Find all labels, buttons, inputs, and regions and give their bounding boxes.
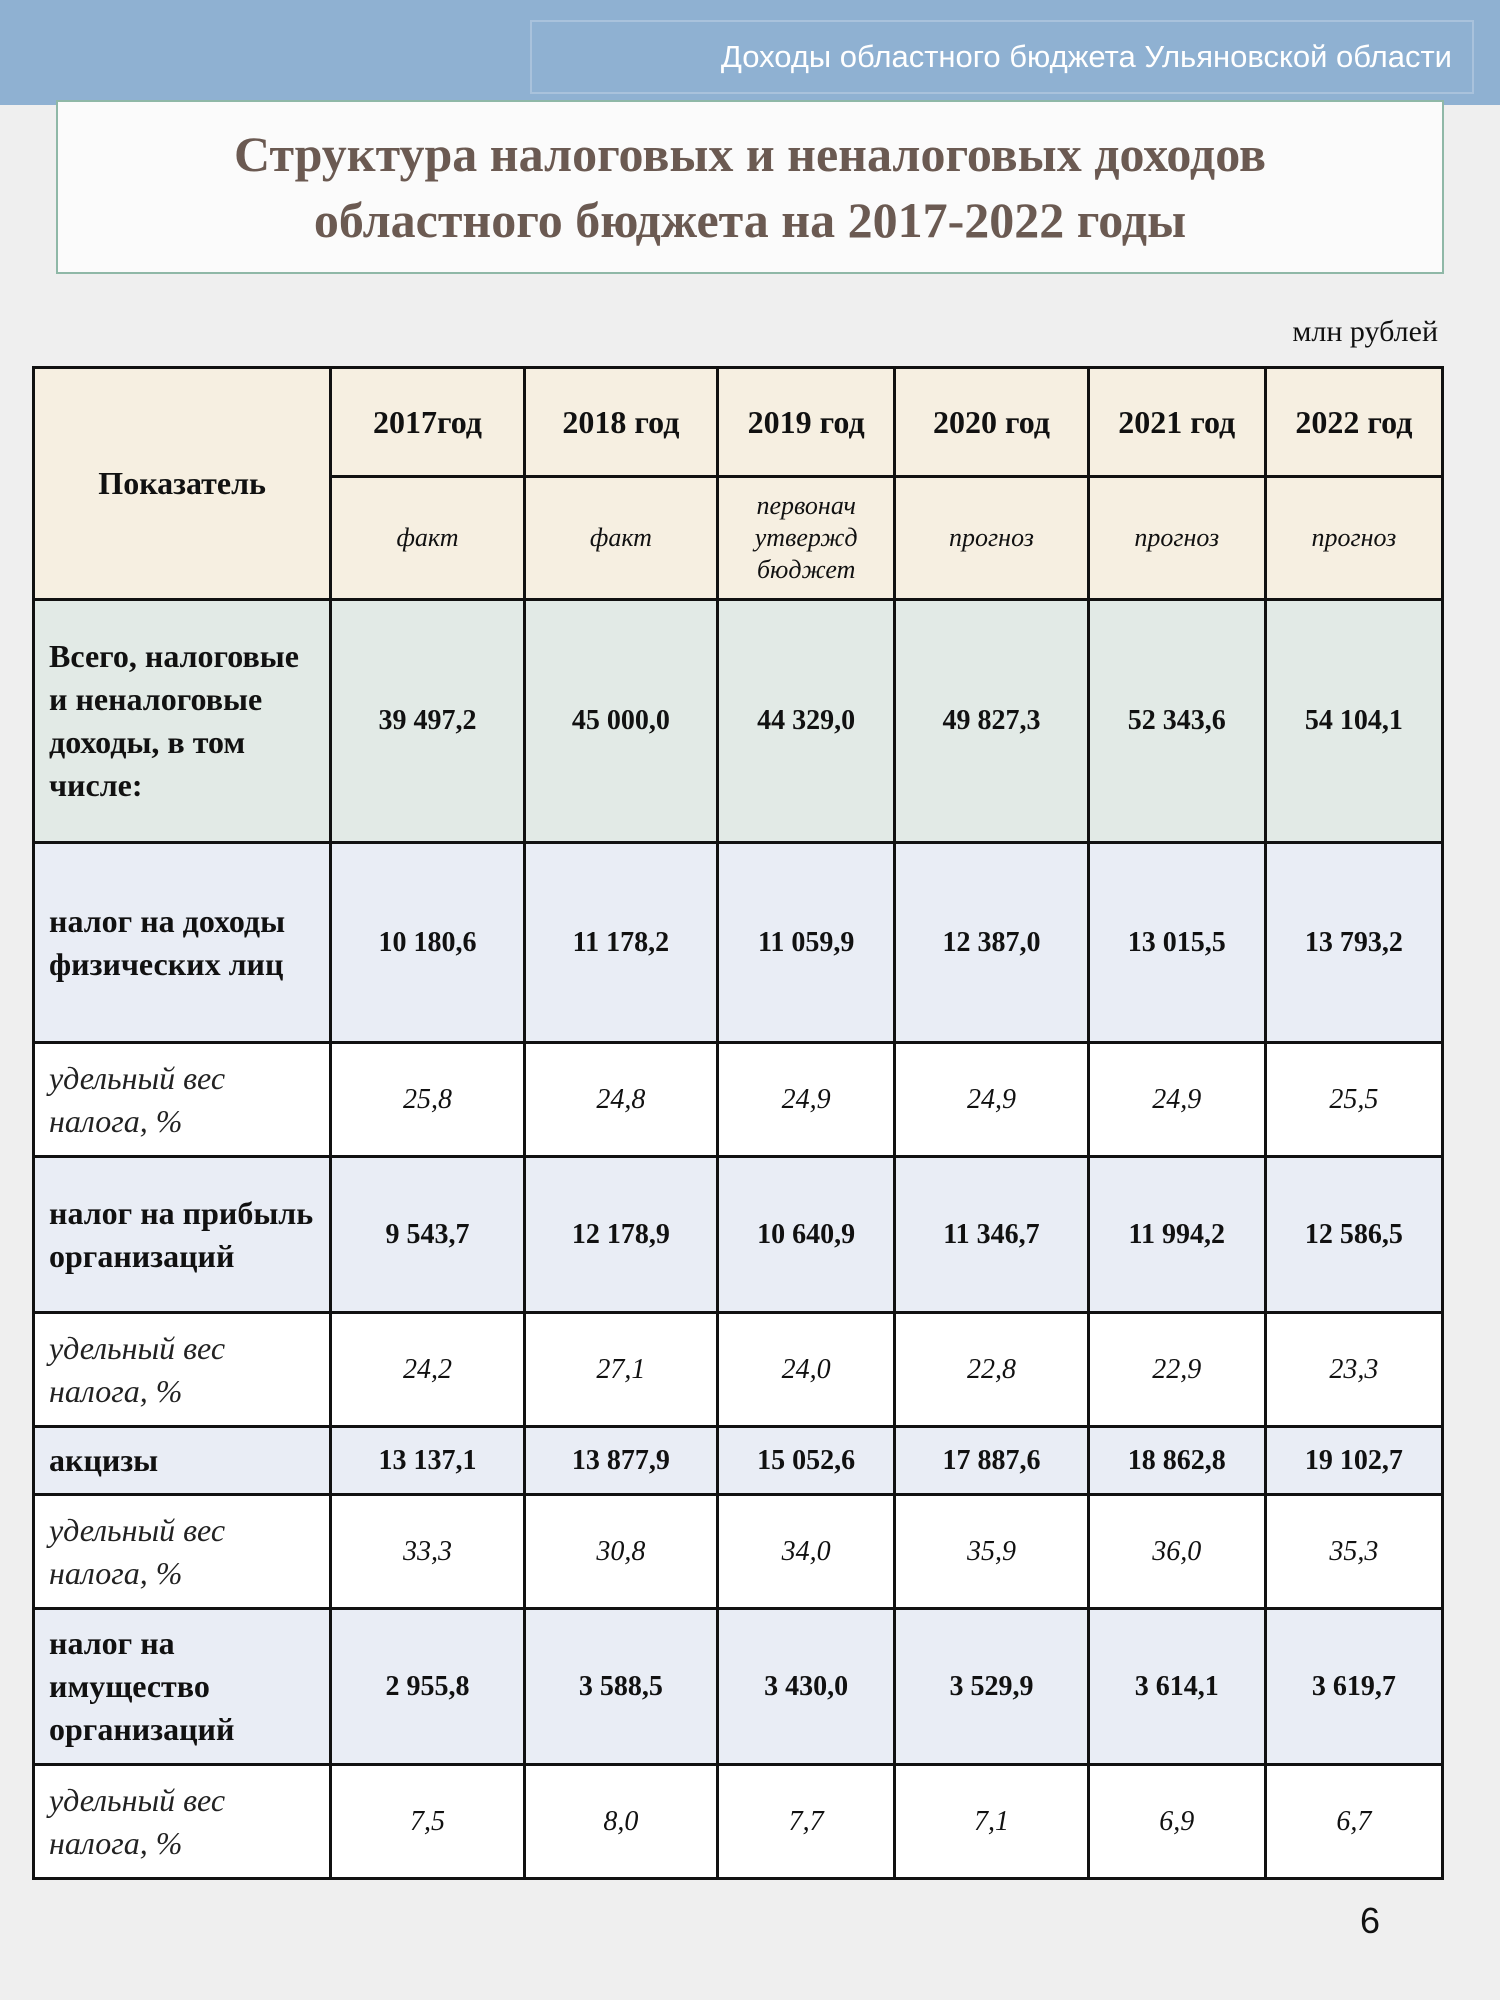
cell-value: 19 102,7 bbox=[1265, 1427, 1442, 1495]
cell-value: 11 346,7 bbox=[895, 1157, 1088, 1313]
row-label: удельный вес налога, % bbox=[34, 1313, 331, 1427]
cell-value: 34,0 bbox=[718, 1495, 895, 1609]
cell-value: 44 329,0 bbox=[718, 600, 895, 843]
cell-value: 36,0 bbox=[1088, 1495, 1265, 1609]
table-row bbox=[34, 1313, 1443, 1427]
table-row bbox=[34, 1043, 1443, 1157]
page-title bbox=[56, 100, 1444, 274]
row-label: удельный вес налога, % bbox=[34, 1043, 331, 1157]
revenue-table bbox=[32, 366, 1444, 1880]
cell-value: 11 178,2 bbox=[524, 843, 717, 1043]
cell-value: 49 827,3 bbox=[895, 600, 1088, 843]
status-header: прогноз bbox=[895, 477, 1088, 600]
row-label: налог на доходы физических лиц bbox=[34, 843, 331, 1043]
year-header: 2021 год bbox=[1088, 368, 1265, 477]
cell-value: 3 529,9 bbox=[895, 1609, 1088, 1765]
table-row bbox=[34, 1495, 1443, 1609]
cell-value: 7,7 bbox=[718, 1765, 895, 1879]
cell-value: 13 793,2 bbox=[1265, 843, 1442, 1043]
page-number: 6 bbox=[1360, 1900, 1381, 1941]
title-line-1: Структура налоговых и неналоговых доходов bbox=[234, 126, 1266, 182]
row-label: налог на имущество организаций bbox=[34, 1609, 331, 1765]
row-label: удельный вес налога, % bbox=[34, 1495, 331, 1609]
cell-value: 24,9 bbox=[718, 1043, 895, 1157]
cell-value: 13 877,9 bbox=[524, 1427, 717, 1495]
cell-value: 35,9 bbox=[895, 1495, 1088, 1609]
cell-value: 24,9 bbox=[1088, 1043, 1265, 1157]
header-banner: Доходы областного бюджета Ульяновской области bbox=[530, 20, 1474, 94]
year-header: 2022 год bbox=[1265, 368, 1442, 477]
cell-value: 12 586,5 bbox=[1265, 1157, 1442, 1313]
cell-value: 24,0 bbox=[718, 1313, 895, 1427]
cell-value: 11 994,2 bbox=[1088, 1157, 1265, 1313]
header-row-years bbox=[34, 368, 1443, 477]
status-header: прогноз bbox=[1088, 477, 1265, 600]
cell-value: 3 619,7 bbox=[1265, 1609, 1442, 1765]
cell-value: 13 137,1 bbox=[331, 1427, 524, 1495]
cell-value: 6,9 bbox=[1088, 1765, 1265, 1879]
row-label: удельный вес налога, % bbox=[34, 1765, 331, 1879]
row-label: налог на прибыль организаций bbox=[34, 1157, 331, 1313]
cell-value: 9 543,7 bbox=[331, 1157, 524, 1313]
row-label: Всего, налоговые и неналоговые доходы, в том числе: bbox=[34, 600, 331, 843]
cell-value: 7,5 bbox=[331, 1765, 524, 1879]
cell-value: 45 000,0 bbox=[524, 600, 717, 843]
cell-value: 13 015,5 bbox=[1088, 843, 1265, 1043]
cell-value: 12 387,0 bbox=[895, 843, 1088, 1043]
cell-value: 18 862,8 bbox=[1088, 1427, 1265, 1495]
cell-value: 3 588,5 bbox=[524, 1609, 717, 1765]
title-line-2: областного бюджета на 2017-2022 годы bbox=[313, 192, 1187, 248]
cell-value: 11 059,9 bbox=[718, 843, 895, 1043]
cell-value: 10 180,6 bbox=[331, 843, 524, 1043]
cell-value: 35,3 bbox=[1265, 1495, 1442, 1609]
cell-value: 24,9 bbox=[895, 1043, 1088, 1157]
cell-value: 15 052,6 bbox=[718, 1427, 895, 1495]
table-row bbox=[34, 600, 1443, 843]
cell-value: 27,1 bbox=[524, 1313, 717, 1427]
cell-value: 17 887,6 bbox=[895, 1427, 1088, 1495]
cell-value: 3 430,0 bbox=[718, 1609, 895, 1765]
table-row bbox=[34, 1157, 1443, 1313]
status-header: факт bbox=[524, 477, 717, 600]
cell-value: 3 614,1 bbox=[1088, 1609, 1265, 1765]
year-header: 2019 год bbox=[718, 368, 895, 477]
cell-value: 8,0 bbox=[524, 1765, 717, 1879]
table-row bbox=[34, 1427, 1443, 1495]
year-header: 2020 год bbox=[895, 368, 1088, 477]
cell-value: 7,1 bbox=[895, 1765, 1088, 1879]
table-row bbox=[34, 1765, 1443, 1879]
cell-value: 22,8 bbox=[895, 1313, 1088, 1427]
status-header: факт bbox=[331, 477, 524, 600]
cell-value: 54 104,1 bbox=[1265, 600, 1442, 843]
cell-value: 33,3 bbox=[331, 1495, 524, 1609]
cell-value: 30,8 bbox=[524, 1495, 717, 1609]
status-header: прогноз bbox=[1265, 477, 1442, 600]
table-row bbox=[34, 843, 1443, 1043]
cell-value: 12 178,9 bbox=[524, 1157, 717, 1313]
units-label: млн рублей bbox=[1292, 315, 1438, 348]
status-header: первонач утвержд бюджет bbox=[718, 477, 895, 600]
cell-value: 39 497,2 bbox=[331, 600, 524, 843]
row-label: акцизы bbox=[34, 1427, 331, 1495]
cell-value: 25,8 bbox=[331, 1043, 524, 1157]
cell-value: 24,8 bbox=[524, 1043, 717, 1157]
year-header: 2018 год bbox=[524, 368, 717, 477]
cell-value: 52 343,6 bbox=[1088, 600, 1265, 843]
cell-value: 6,7 bbox=[1265, 1765, 1442, 1879]
year-header: 2017год bbox=[331, 368, 524, 477]
cell-value: 10 640,9 bbox=[718, 1157, 895, 1313]
table-row bbox=[34, 1609, 1443, 1765]
cell-value: 2 955,8 bbox=[331, 1609, 524, 1765]
cell-value: 23,3 bbox=[1265, 1313, 1442, 1427]
header-bar bbox=[0, 0, 1500, 105]
cell-value: 22,9 bbox=[1088, 1313, 1265, 1427]
cell-value: 25,5 bbox=[1265, 1043, 1442, 1157]
cell-value: 24,2 bbox=[331, 1313, 524, 1427]
indicator-header: Показатель bbox=[34, 368, 331, 600]
